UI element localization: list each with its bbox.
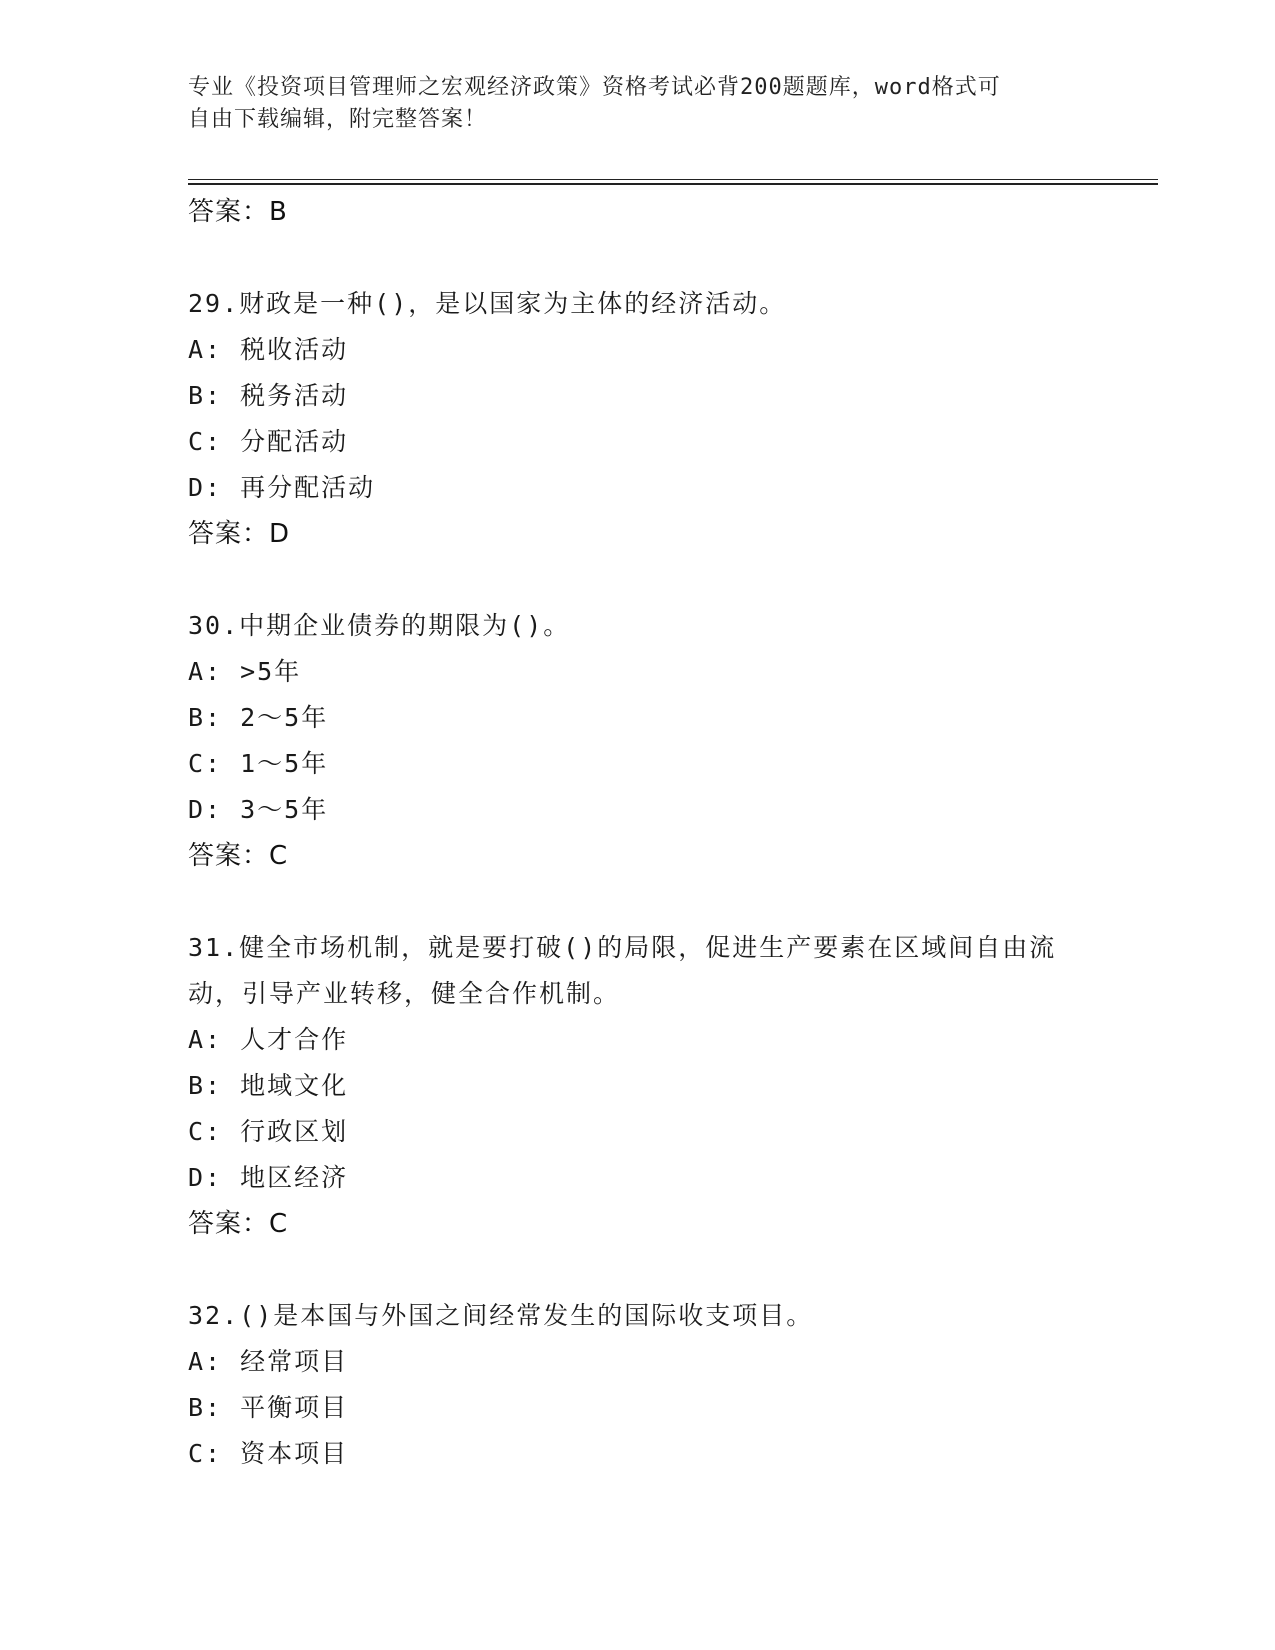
option-text: 地区经济 [240,1163,349,1192]
option-text: 经常项目 [240,1347,349,1376]
question-block [188,1293,1088,1477]
option-key: C: [188,749,223,778]
header-line-1: 专业《投资项目管理师之宏观经济政策》资格考试必背200题题库，word格式可 [188,75,1001,100]
option-b [188,1063,1088,1109]
option-d [188,465,1088,511]
option-text: >5年 [240,657,302,686]
option-c [188,741,1088,787]
option-text: 再分配活动 [240,473,376,502]
question-block [188,925,1088,1247]
question-text: 31.健全市场机制，就是要打破()的局限，促进生产要素在区域间自由流动，引导产业转移，健全合作机制。 [188,933,1057,1008]
option-b [188,695,1088,741]
option-a [188,649,1088,695]
option-text: 1～5年 [240,749,329,778]
option-text: 分配活动 [240,427,349,456]
option-b [188,373,1088,419]
option-key: D: [188,1163,223,1192]
header-line-2: 自由下载编辑，附完整答案！ [188,107,488,132]
option-key: B: [188,1071,223,1100]
answer-line: 答案：C [188,841,289,871]
answer-line: 答案：D [188,519,291,549]
option-key: C: [188,427,223,456]
question-text: 29.财政是一种()，是以国家为主体的经济活动。 [188,289,787,318]
header-divider-thick [188,183,1158,185]
option-a [188,327,1088,373]
option-d [188,787,1088,833]
option-c [188,1109,1088,1155]
document-header [188,72,1088,136]
answer-line: 答案：B [188,197,288,227]
option-text: 税收活动 [240,335,349,364]
option-a [188,1339,1088,1385]
option-key: A: [188,1347,223,1376]
option-key: A: [188,657,223,686]
header-divider-thin [188,179,1158,180]
option-text: 2～5年 [240,703,329,732]
option-key: C: [188,1439,223,1468]
option-text: 平衡项目 [240,1393,349,1422]
option-text: 行政区划 [240,1117,349,1146]
question-text: 30.中期企业债券的期限为()。 [188,611,571,640]
option-a [188,1017,1088,1063]
option-key: B: [188,703,223,732]
option-key: A: [188,335,223,364]
option-text: 地域文化 [240,1071,349,1100]
option-text: 税务活动 [240,381,349,410]
option-text: 人才合作 [240,1025,349,1054]
option-text: 资本项目 [240,1439,349,1468]
option-c [188,419,1088,465]
option-b [188,1385,1088,1431]
option-key: D: [188,795,223,824]
option-key: B: [188,381,223,410]
option-key: B: [188,1393,223,1422]
question-text: 32.()是本国与外国之间经常发生的国际收支项目。 [188,1301,814,1330]
answer-line: 答案：C [188,1209,289,1239]
question-block [188,603,1088,879]
question-block [188,281,1088,557]
option-key: D: [188,473,223,502]
option-d [188,1155,1088,1201]
option-c [188,1431,1088,1477]
question-list [188,189,1088,1477]
option-key: C: [188,1117,223,1146]
option-key: A: [188,1025,223,1054]
option-text: 3～5年 [240,795,329,824]
